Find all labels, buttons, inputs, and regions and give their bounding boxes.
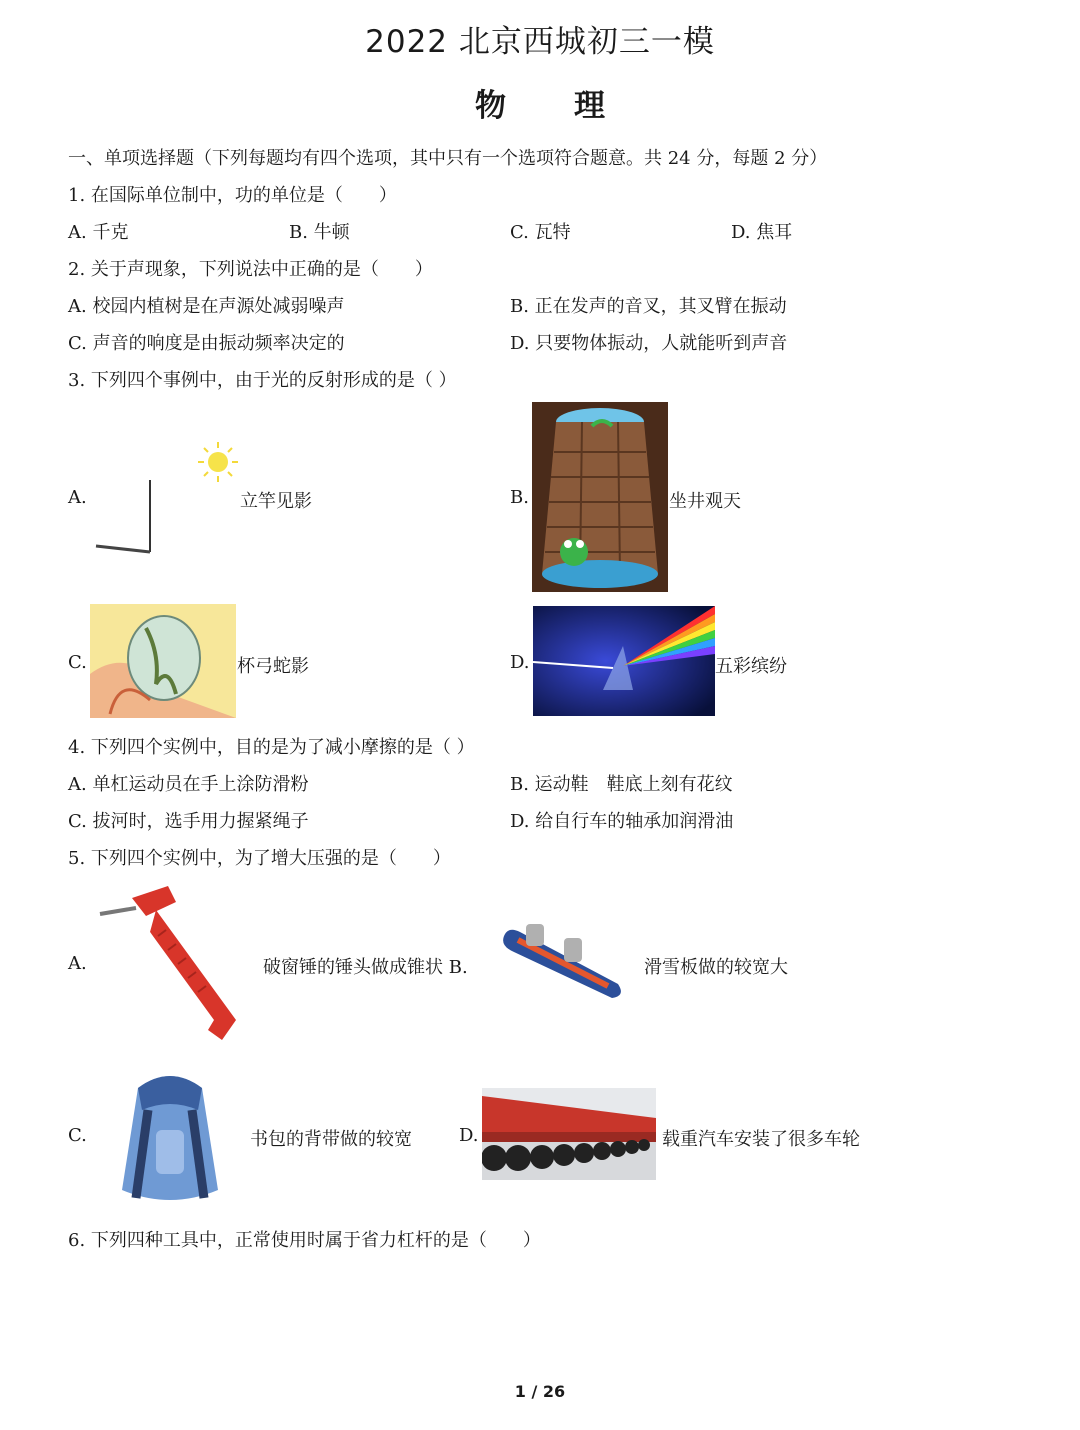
q2-option-b: B. 正在发声的音叉，其叉臂在振动: [510, 296, 787, 317]
q3-option-d-text: 五彩缤纷: [715, 656, 787, 677]
q3-option-a-text: 立竿见影: [240, 491, 312, 512]
q4-option-d: D. 给自行车的轴承加润滑油: [510, 811, 734, 832]
q4-option-c: C. 拔河时，选手用力握紧绳子: [68, 811, 309, 832]
q3-option-d-letter: D.: [510, 652, 530, 673]
question-2-stem: 2. 关于声现象，下列说法中正确的是（ ）: [68, 259, 433, 280]
sun-icon: [198, 442, 238, 482]
q1-option-d: D. 焦耳: [731, 222, 793, 243]
question-5-stem: 5. 下列四个实例中，为了增大压强的是（ ）: [68, 848, 451, 869]
section-heading: 一、单项选择题（下列每题均有四个选项，其中只有一个选项符合题意。共 24 分，每题 2 分）: [68, 148, 828, 169]
q3-option-b-letter: B.: [510, 487, 529, 508]
q5-option-c-letter: C.: [68, 1125, 87, 1146]
q4-option-b: B. 运动鞋 鞋底上刻有花纹: [510, 774, 733, 795]
question-6-stem: 6. 下列四种工具中，正常使用时属于省力杠杆的是（ ）: [68, 1230, 541, 1251]
q4-option-a: A. 单杠运动员在手上涂防滑粉: [68, 774, 309, 795]
subject-char-2: 理: [574, 88, 605, 124]
q1-option-b: B. 牛顿: [289, 222, 350, 243]
subject-title: [0, 80, 1080, 125]
q3-option-a-letter: A.: [68, 487, 87, 508]
frog-well-figure: [532, 402, 668, 592]
q5-option-d-letter: D.: [459, 1125, 479, 1146]
q1-option-c: C. 瓦特: [510, 222, 571, 243]
q3-option-c-letter: C.: [68, 652, 87, 673]
prism-spectrum-figure: [533, 606, 715, 716]
question-1-stem: 1. 在国际单位制中，功的单位是（ ）: [68, 185, 397, 206]
q2-option-d: D. 只要物体振动，人就能听到声音: [510, 333, 788, 354]
heavy-truck-figure: [482, 1088, 656, 1180]
question-4-stem: 4. 下列四个实例中，目的是为了减小摩擦的是（ ）: [68, 737, 475, 758]
backpack-figure: [108, 1070, 232, 1206]
q3-option-b-text: 坐井观天: [669, 491, 741, 512]
safety-hammer-figure: [96, 880, 256, 1046]
q2-option-c: C. 声音的响度是由振动频率决定的: [68, 333, 345, 354]
q5-option-c-text: 书包的背带做的较宽: [250, 1129, 412, 1150]
snowboard-figure: [498, 922, 626, 1004]
pole-shadow-figure: [90, 436, 240, 560]
question-3-stem: 3. 下列四个事例中，由于光的反射形成的是（ ）: [68, 370, 457, 391]
q1-option-a: A. 千克: [68, 222, 129, 243]
q5-option-b-text: 滑雪板做的较宽大: [644, 957, 788, 978]
page-number: 1 / 26: [514, 1382, 566, 1401]
q3-option-c-text: 杯弓蛇影: [237, 656, 309, 677]
q5-option-d-text: 载重汽车安装了很多车轮: [662, 1129, 860, 1150]
snake-cup-figure: [90, 604, 236, 718]
q2-option-a: A. 校园内植树是在声源处减弱噪声: [68, 296, 345, 317]
q5-option-a-text: 破窗锤的锤头做成锥状 B.: [263, 957, 468, 978]
document-title: 2022 北京西城初三一模: [365, 24, 715, 60]
subject-char-1: 物: [475, 88, 506, 124]
q5-option-a-letter: A.: [68, 953, 87, 974]
